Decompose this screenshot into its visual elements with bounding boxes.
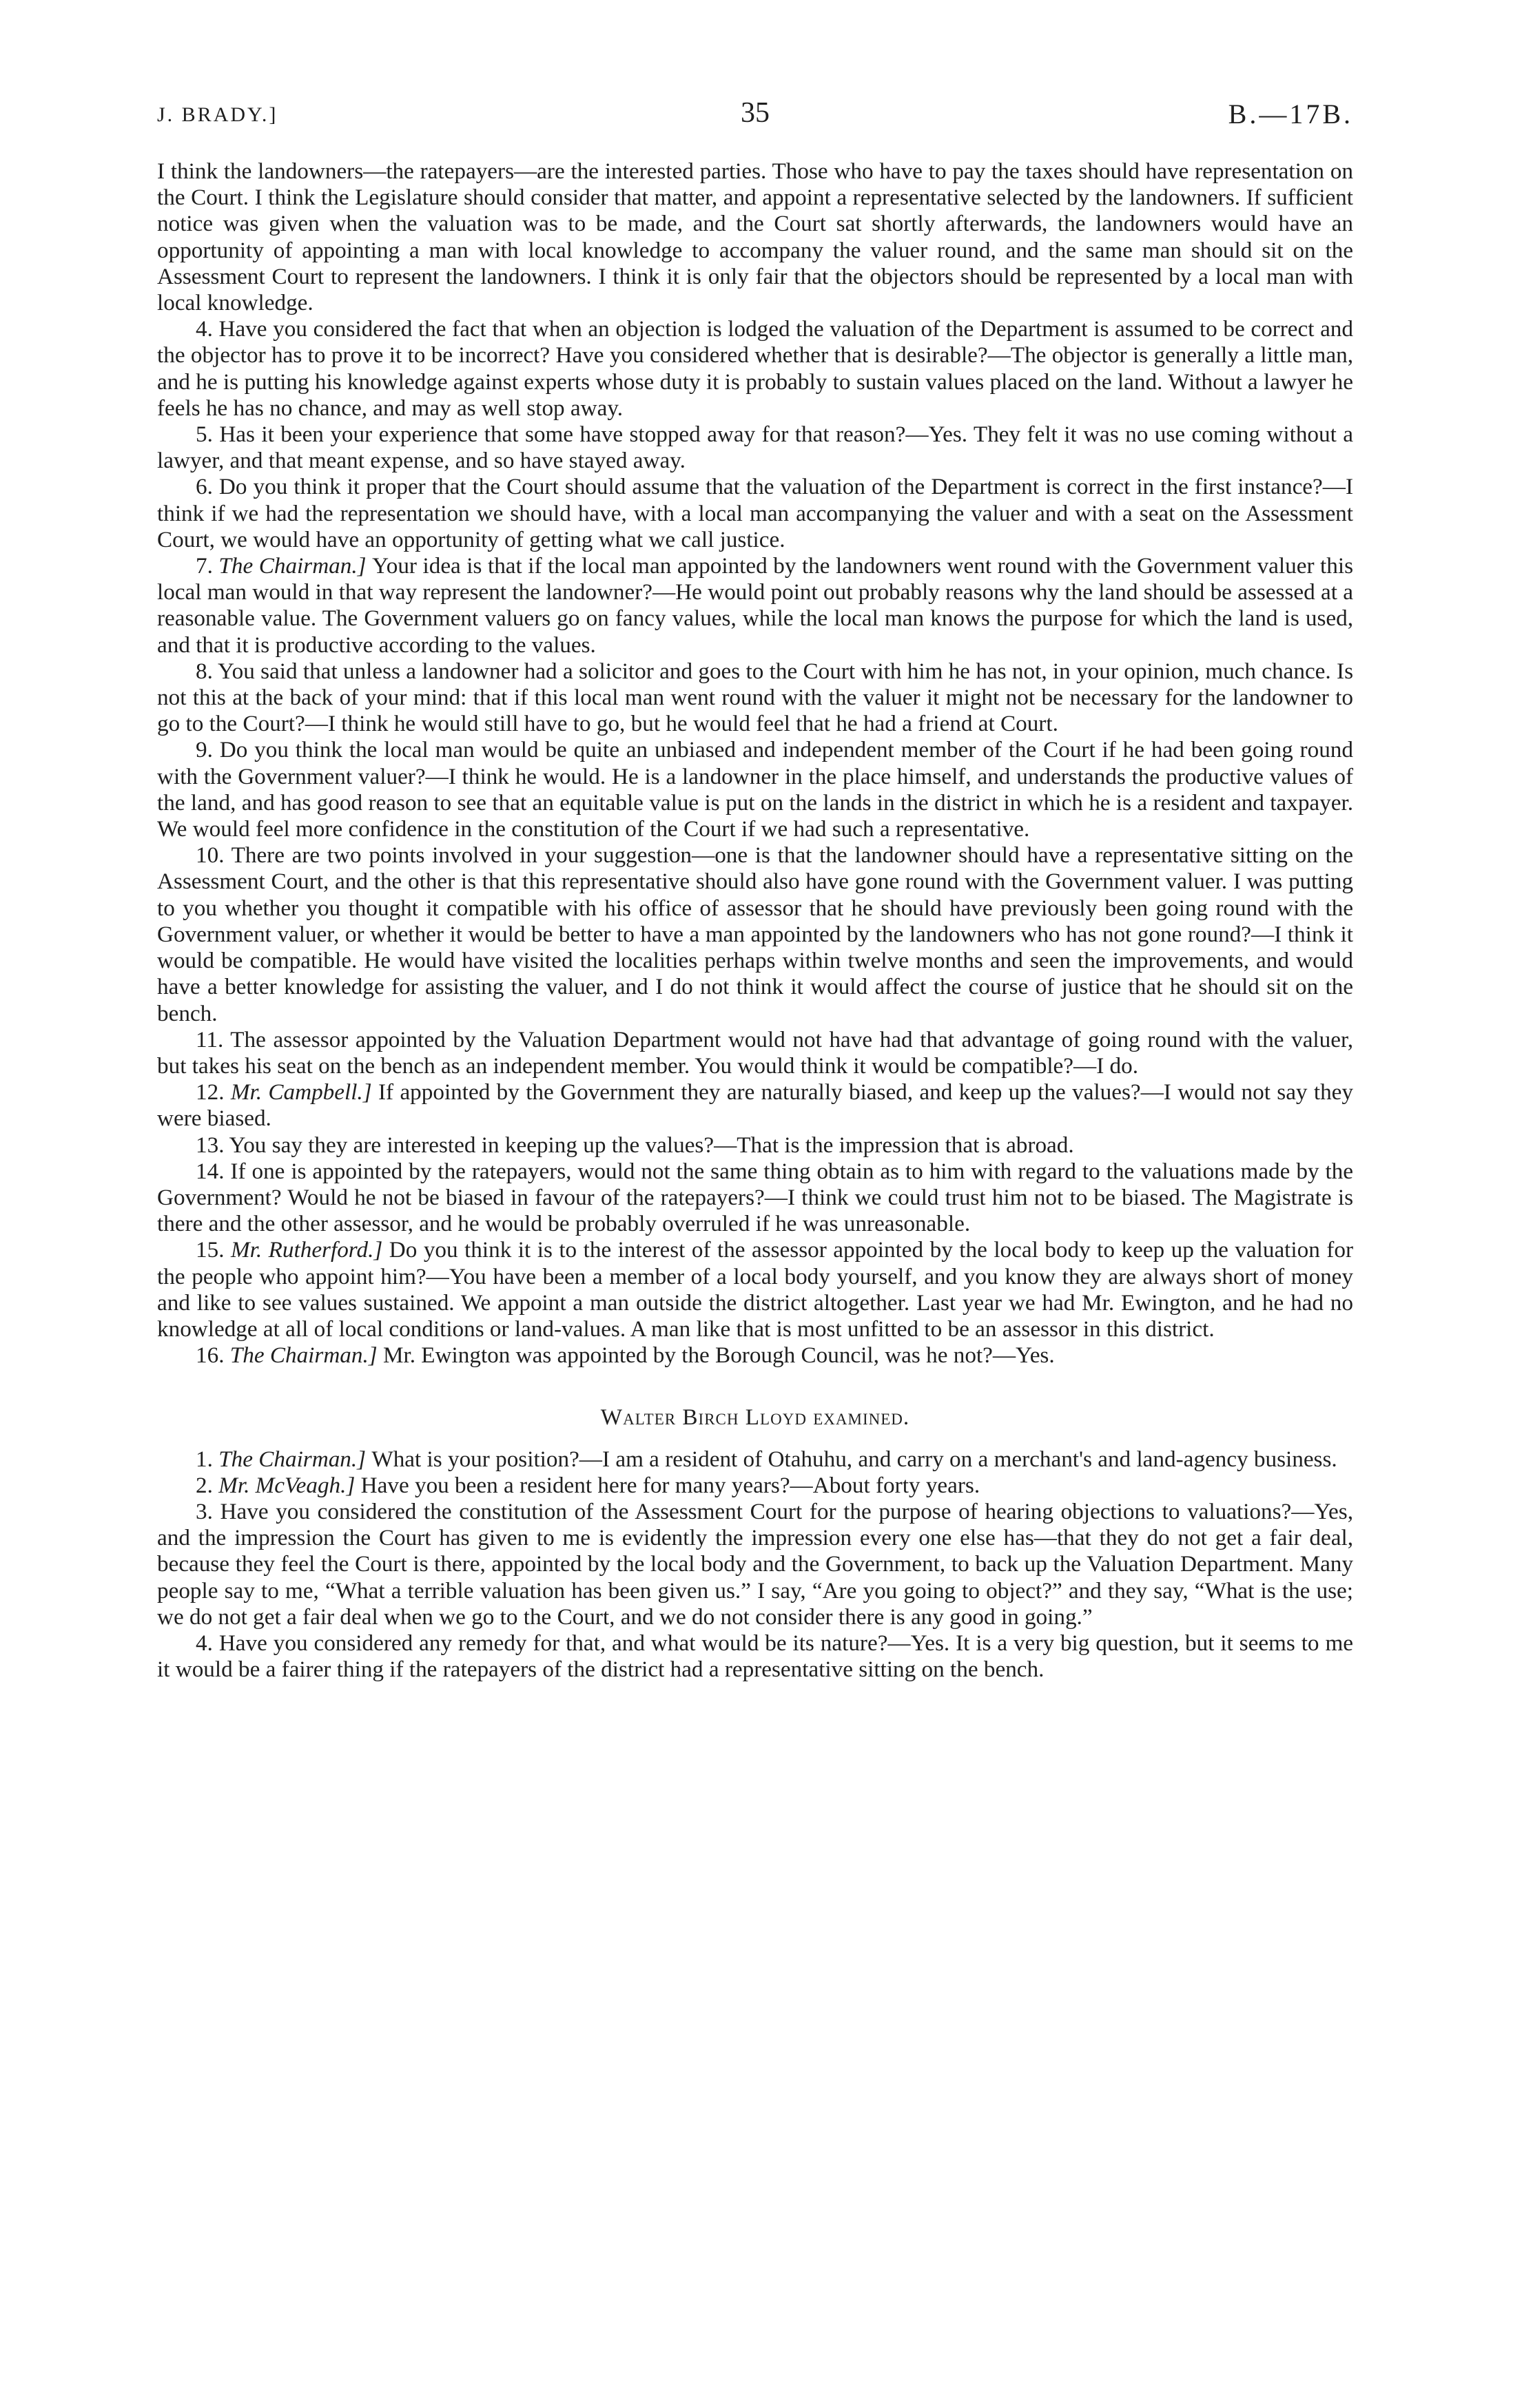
paragraph-text: Do you think it is to the interest of the assessor appointed by the local body to keep up the valuation for the people who appoint him?—You have been a member of a local body yourself, and you know they are always short of money and like to see values sustained. We appoint a man outside the district altogether. Last year we had Mr. Ewington, and he had no knowledge at all of local conditions or land-values. A man like that is most unfitted to be an assessor in this district.	[157, 1237, 1353, 1342]
paragraph	[157, 1473, 1353, 1499]
paragraph-text: 10. There are two points involved in your suggestion—one is that the landowner should have a representative sitting on the Assessment Court, and the other is that this representative should also have gone round with the Government valuer. I was putting to you whether you thought it compatible with his office of assessor that he should have previously been going round with the Government valuer, or whether it would be better to have a man appointed by the landowners who has not gone round?—I think it would be compatible. He would have visited the localities perhaps within twelve months and seen the improvements, and would have a better knowledge for assisting the valuer, and I do not think it would affect the course of justice that he should sit on the bench.	[157, 842, 1353, 1026]
paragraph	[157, 1079, 1353, 1132]
paragraph	[157, 1159, 1353, 1238]
paragraph	[157, 1027, 1353, 1079]
paragraph-text: I think the landowners—the ratepayers—are the interested parties. Those who have to pay the taxes should have representation on the Court. I think the Legislature should consider that matter, and appoint a representative selected by the landowners. If sufficient notice was given when the valuation was to be made, and the Court sat shortly afterwards, the landowners would have an opportunity of appointing a man with local knowledge to accompany the valuer round, and the same man should sit on the Assessment Court to represent the landowners. I think it is only fair that the objectors should be represented by a local man with local knowledge.	[157, 158, 1353, 316]
question-number: 15.	[196, 1237, 231, 1263]
section-heading: Walter Birch Lloyd examined.	[600, 1404, 910, 1431]
paragraph	[157, 553, 1353, 658]
question-number: 1.	[196, 1446, 219, 1472]
paragraph-text: What is your position?—I am a resident of Otahuhu, and carry on a merchant's and land-agency business.	[371, 1446, 1337, 1472]
paragraph-text: 13. You say they are interested in keeping up the values?—That is the impression that is abroad.	[196, 1132, 1074, 1158]
paragraph-text: Have you been a resident here for many years?—About forty years.	[360, 1472, 980, 1498]
paragraph	[157, 158, 1353, 316]
paragraph	[157, 658, 1353, 738]
header-witness-name: J. BRADY.]	[157, 103, 278, 126]
paragraph	[157, 474, 1353, 553]
paragraph-text: 8. You said that unless a landowner had a solicitor and goes to the Court with him he has not, in your opinion, much chance. Is not this at the back of your mind: that if this local man went round with the valuer it might not be necessary for the landowner to go to the Court?—I think he would still have to go, but he would feel that he had a friend at Court.	[157, 658, 1353, 737]
speaker: The Chairman.]	[218, 1446, 372, 1472]
paragraph	[157, 316, 1353, 422]
speaker: Mr. McVeagh.]	[218, 1472, 361, 1498]
paragraph	[157, 422, 1353, 474]
paragraph	[157, 842, 1353, 1026]
speaker: The Chairman.]	[229, 1342, 383, 1369]
question-number: 2.	[196, 1472, 219, 1498]
paragraph	[157, 1446, 1353, 1473]
paragraph-text: 4. Have you considered any remedy for that, and what would be its nature?—Yes. It is a very big question, but it seems to me it would be a fairer thing if the ratepayers of the district had a representative sitting on the bench.	[157, 1630, 1353, 1683]
paragraph-text: 11. The assessor appointed by the Valuation Department would not have had that advantage of going round with the valuer, but takes his seat on the bench as an independent member. You would think it would be compatible?—I do.	[157, 1026, 1353, 1079]
document-reference: B.—17B.	[1228, 98, 1353, 129]
paragraph-text: If appointed by the Government they are naturally biased, and keep up the values?—I would not say they were biased.	[157, 1079, 1354, 1132]
speaker: The Chairman.]	[218, 553, 373, 579]
paragraph	[157, 1132, 1353, 1159]
paragraph-text: 4. Have you considered the fact that when an objection is lodged the valuation of the Department is assumed to be correct and the objector has to prove it to be incorrect? Have you considered whether that is desirable?—The objector is generally a little man, and he is putting his knowledge against experts whose duty it is probably to sustain values placed on the land. Without a lawyer he feels he has no chance, and may as well stop away.	[157, 316, 1353, 421]
question-number: 7.	[196, 553, 219, 579]
paragraph-text: 3. Have you considered the constitution of the Assessment Court for the purpose of hearing objections to valuations?—Yes, and the impression the Court has given to me is evidently the impression every one else has—that they do not get a fair deal, because they feel the Court is there, appointed by the local body and the Government, to back up the Valuation Department. Many people say to me, “What a terrible valuation has been given us.” I say, “Are you going to object?” and they say, “What is the use; we do not get a fair deal when we go to the Court, and we do not consider there is any good in going.”	[157, 1498, 1353, 1630]
paragraph-text: Mr. Ewington was appointed by the Borough Council, was he not?—Yes.	[382, 1342, 1055, 1369]
paragraph-text: 6. Do you think it proper that the Court should assume that the valuation of the Department is correct in the first instance?—I think if we had the representation we should have, with a local man accompanying the valuer and with a seat on the Assessment Court, we would have an opportunity of getting what we call justice.	[157, 474, 1353, 552]
paragraph-text: 9. Do you think the local man would be quite an unbiased and independent member of the Court if he had been going round with the Government valuer?—I think he would. He is a landowner in the place himself, and understands the productive values of the land, and has good reason to see that an equitable value is put on the lands in the district in which he is a resident and taxpayer. We would feel more confidence in the constitution of the Court if we had such a representative.	[157, 737, 1353, 842]
page-number: 35	[741, 97, 770, 129]
paragraph	[157, 1630, 1353, 1683]
speaker: Mr. Campbell.]	[230, 1079, 378, 1106]
evidence-part-1	[157, 158, 1353, 1369]
question-number: 16.	[196, 1342, 230, 1369]
paragraph-text: 14. If one is appointed by the ratepayers, would not the same thing obtain as to him with regard to the valuations made by the Government? Would he not be biased in favour of the ratepayers?—I think we could trust him not to be biased. The Magistrate is there and the other assessor, and he would be probably overruled if he was unreasonable.	[157, 1158, 1353, 1237]
paragraph-text: 5. Has it been your experience that some have stopped away for that reason?—Yes. They felt it was no use coming without a lawyer, and that meant expense, and so have stayed away.	[157, 422, 1353, 474]
evidence-part-2	[157, 1446, 1353, 1683]
paragraph	[157, 737, 1353, 842]
paragraph	[157, 1237, 1353, 1342]
speaker: Mr. Rutherford.]	[230, 1237, 389, 1263]
question-number: 12.	[196, 1079, 231, 1106]
paragraph	[157, 1499, 1353, 1630]
page-body	[157, 158, 1353, 1683]
page-header	[157, 96, 1353, 138]
paragraph	[157, 1342, 1353, 1369]
paragraph-text: Your idea is that if the local man appointed by the landowners went round with the Government valuer this local man would in that way represent the landowner?—He would point out probably reasons why the land should be assessed at a reasonable value. The Government valuers go on fancy values, while the local man knows the purpose for which the land is used, and that it is productive according to the values.	[157, 553, 1353, 658]
